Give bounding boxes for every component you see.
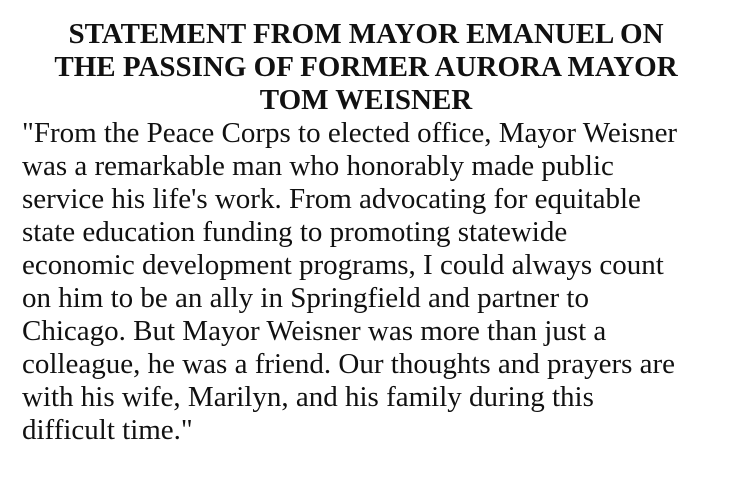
- body-line: colleague, he was a friend. Our thoughts and prayers are: [22, 348, 676, 380]
- statement-body: [0, 117, 732, 447]
- body-line: economic development programs, I could always count: [22, 249, 664, 281]
- title-line: THE PASSING OF FORMER AURORA MAYOR: [54, 51, 678, 83]
- statement-title: [0, 18, 732, 117]
- statement-document: [0, 18, 732, 447]
- title-line: TOM WEISNER: [259, 84, 473, 116]
- body-line: Chicago. But Mayor Weisner was more than just a: [22, 315, 607, 347]
- body-line: with his wife, Marilyn, and his family during this: [22, 381, 594, 413]
- body-line: state education funding to promoting statewide: [22, 216, 568, 248]
- body-line: was a remarkable man who honorably made public: [22, 150, 614, 182]
- body-line: "From the Peace Corps to elected office, Mayor Weisner: [22, 117, 678, 149]
- title-line: STATEMENT FROM MAYOR EMANUEL ON: [68, 18, 664, 50]
- body-line: difficult time.": [22, 414, 193, 446]
- body-line: service his life's work. From advocating for equitable: [22, 183, 641, 215]
- body-line: on him to be an ally in Springfield and partner to: [22, 282, 589, 314]
